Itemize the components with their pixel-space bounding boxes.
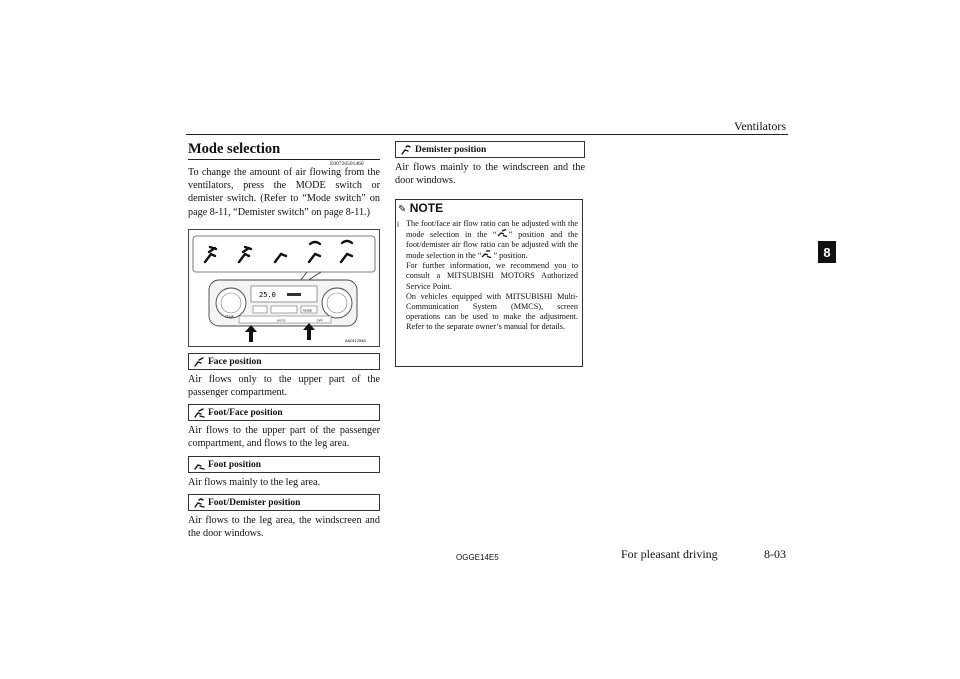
subhead-foot-position: Foot position	[188, 456, 380, 473]
footer-page-number: 8-03	[764, 547, 786, 561]
section-rule	[188, 159, 380, 160]
intro-text: To change the amount of air flowing from the ventilators, press the MODE switch or demister switch. (Refer to “Mode switch” on page 8-11, “Demister switch” on page 8-11.)	[188, 167, 380, 218]
figure-id: AA0112538	[345, 338, 366, 343]
panel-temp-label: TEMP	[225, 315, 234, 319]
foot-position-text: Air flows mainly to the leg area.	[188, 477, 321, 488]
foot-face-position-icon	[193, 408, 205, 418]
face-position-icon	[193, 357, 205, 367]
foot-demister-position-icon	[193, 498, 205, 508]
section-title: Mode selection	[188, 141, 281, 157]
subhead-foot-demister-position: Foot/Demister position	[188, 494, 380, 511]
note-bullet-icon: l	[397, 221, 399, 229]
foot-position-icon	[193, 460, 205, 470]
note-text: The foot/face air flow ratio can be adjusted with the mode selection in the “ ” position and the foot/demister air flow ratio can be adjusted with the mode selection in the “ ” position. For further information, we recommend you to consult a MITSUBISHI MOTORS Authorized Service Point. On vehicles equipped with MITSUBISHI Multi-Communication System (MMCS), screen operations can be used to make the adjustment. Refer to the separate owner’s manual for details.	[406, 219, 579, 331]
panel-mode-label: MODE	[303, 308, 312, 313]
note-label: ✎ NOTE	[398, 201, 444, 215]
face-position-text: Air flows only to the upper part of the passenger compartment.	[188, 374, 380, 399]
header-section-title: Ventilators	[734, 119, 786, 133]
climate-control-figure	[188, 229, 380, 347]
subhead-face-position: Face position	[188, 353, 380, 370]
section-code: E00726501460	[330, 161, 364, 167]
subhead-demister-position: Demister position	[395, 141, 585, 158]
foot-face-inline-icon	[497, 229, 509, 237]
panel-auto-label: AUTO	[277, 318, 286, 323]
subhead-foot-face-position: Foot/Face position	[188, 404, 380, 421]
foot-face-position-text: Air flows to the upper part of the passenger compartment, and flows to the leg area.	[188, 425, 380, 450]
footer-code: OGGE14E5	[456, 553, 499, 562]
demister-position-icon	[400, 145, 412, 155]
footer-chapter: For pleasant driving	[621, 547, 718, 561]
chapter-tab: 8	[818, 241, 836, 263]
note-pencil-icon: ✎	[398, 204, 407, 215]
header-rule	[186, 134, 788, 135]
demister-position-text: Air flows mainly to the windscreen and the door windows.	[395, 162, 585, 187]
foot-demister-position-text: Air flows to the leg area, the windscreen and the door windows.	[188, 515, 380, 540]
panel-off-label: OFF	[317, 318, 323, 323]
foot-demister-inline-icon	[481, 250, 493, 258]
panel-temperature: 25.0	[259, 291, 276, 299]
climate-panel-illustration	[189, 230, 379, 346]
